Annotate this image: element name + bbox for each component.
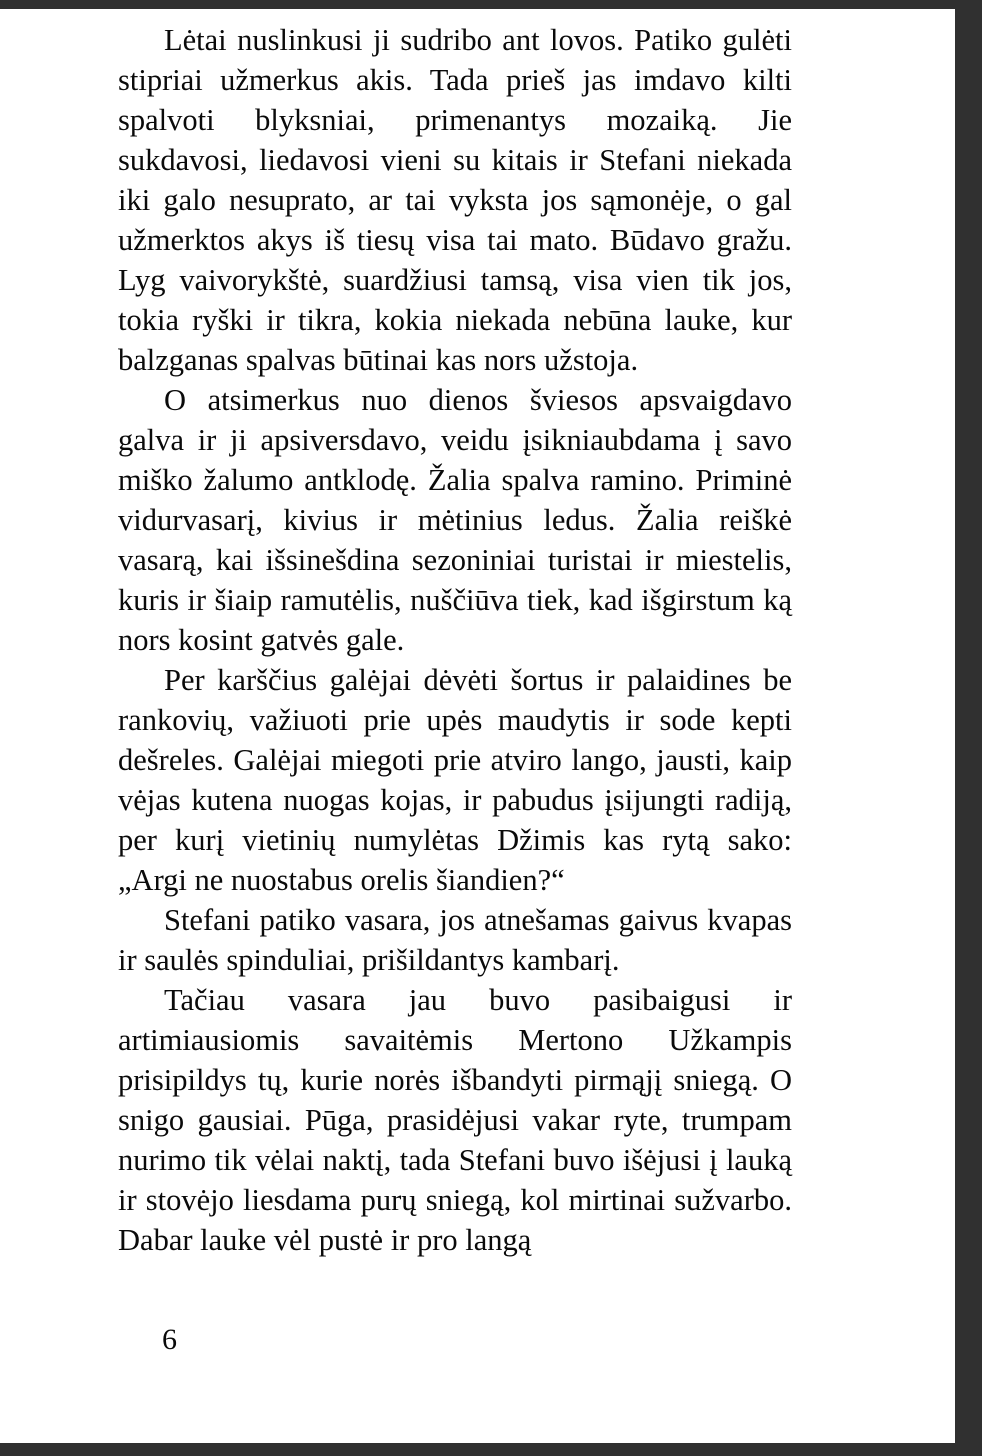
page-sheet	[0, 9, 955, 1443]
paragraph: Per karščius galėjai dėvėti šortus ir palaidines be rankovių, važiuoti prie upės maudytis ir sode kepti dešreles. Galėjai miegoti prie atviro lango, jausti, kaip vėjas kutena nuogas kojas, ir pabudus įsijungti radiją, per kurį vietinių numylėtas Džimis kas rytą sako: „Argi ne nuostabus orelis šiandien?“	[118, 663, 792, 897]
scan-edge-bottom	[0, 1443, 982, 1456]
scan-edge-top	[0, 0, 982, 9]
paragraph: O atsimerkus nuo dienos šviesos apsvaigdavo galva ir ji apsiversdavo, veidu įsikniaubdama į savo miško žalumo antklodę. Žalia spalva ramino. Priminė vidurvasarį, kivius ir mėtinius ledus. Žalia reiškė vasarą, kai išsinešdina sezoniniai turistai ir miestelis, kuris ir šiaip ramutėlis, nuščiūva tiek, kad išgirstum ką nors kosint gatvės gale.	[118, 383, 792, 657]
page-number: 6	[162, 1323, 177, 1356]
paragraph: Lėtai nuslinkusi ji sudribo ant lovos. Patiko gulėti stipriai užmerkus akis. Tada prieš jas imdavo kilti spalvoti blyksniai, primenantys mozaiką. Jie sukdavosi, liedavosi vieni su kitais ir Stefani niekada iki galo nesuprato, ar tai vyksta jos sąmonėje, o gal užmerktos akys iš tiesų visa tai mato. Būdavo gražu. Lyg vaivorykštė, suardžiusi tamsą, visa vien tik jos, tokia ryški ir tikra, kokia niekada nebūna lauke, kur balzganas spalvas būtinai kas nors užstoja.	[118, 23, 792, 377]
paragraph: Tačiau vasara jau buvo pasibaigusi ir artimiausiomis savaitėmis Mertono Užkampis prisipildys tų, kurie norės išbandyti pirmąjį sniegą. O snigo gausiai. Pūga, prasidėjusi vakar ryte, trumpam nurimo tik vėlai naktį, tada Stefani buvo išėjusi į lauką ir stovėjo liesdama purų sniegą, kol mirtinai sužvarbo. Dabar lauke vėl pustė ir pro langą	[118, 983, 792, 1257]
page-footer	[118, 1322, 792, 1358]
body-text	[118, 20, 792, 1260]
scan-edge-right	[955, 0, 982, 1456]
paragraph: Stefani patiko vasara, jos atnešamas gaivus kvapas ir saulės spinduliai, prišildantys kambarį.	[118, 903, 792, 977]
